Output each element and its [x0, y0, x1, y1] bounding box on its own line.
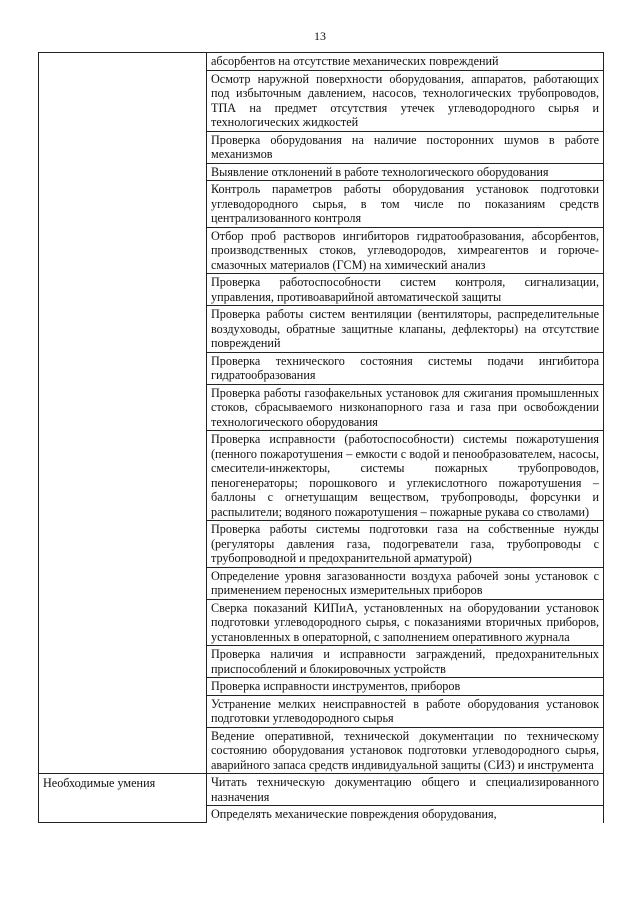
task-description: Устранение мелких неисправностей в работе оборудования установок подготовки углеводородного сырья — [207, 695, 604, 727]
task-description: Сверка показаний КИПиА, установленных на оборудовании установок подготовки углеводородного сырья, с показаниями вторичных приборов, установленных в операторной, с заполнением оперативного журнала — [207, 599, 604, 646]
task-description: Проверка оборудования на наличие посторонних шумов в работе механизмов — [207, 131, 604, 163]
task-description: Отбор проб растворов ингибиторов гидратообразования, абсорбентов, производственных стоков, углеводородов, химреагентов и горюче-смазочных материалов (ГСМ) на химический анализ — [207, 227, 604, 274]
task-description: Контроль параметров работы оборудования установок подготовки углеводородного сырья, в том числе по показаниям средств централизованного контроля — [207, 181, 604, 228]
task-description: Проверка работы системы подготовки газа на собственные нужды (регуляторы давления газа, подогреватели газа, трубопроводы с трубопроводной и предохранительной арматурой) — [207, 521, 604, 568]
task-description: абсорбентов на отсутствие механических повреждений — [207, 53, 604, 71]
page-number: 13 — [314, 29, 326, 43]
table-row — [39, 53, 604, 71]
section-label-cell — [39, 53, 207, 774]
task-description: Проверка работы систем вентиляции (вентиляторы, распределительные воздуховоды, обратные защитные клапаны, дефлекторы) на отсутствие повреждений — [207, 306, 604, 353]
competency-table — [38, 52, 604, 823]
task-description: Осмотр наружной поверхности оборудования, аппаратов, работающих под избыточным давлением, насосов, технологических трубопроводов, ТПА на предмет отсутствия утечек углеводородного сырья и технологических жидкостей — [207, 70, 604, 131]
section-label-cell: Необходимые умения — [39, 774, 207, 823]
task-description: Ведение оперативной, технической документации по техническому состоянию оборудования установок подготовки углеводородного сырья, аварийного запаса средств индивидуальной защиты (СИЗ) и инструмента — [207, 727, 604, 774]
task-description: Определение уровня загазованности воздуха рабочей зоны установок с применением переносных измерительных приборов — [207, 567, 604, 599]
task-description: Проверка исправности (работоспособности) системы пожаротушения (пенного пожаротушения – емкости с водой и пенообразователем, насосы, смесители-инжекторы, системы пожарных трубопроводов, пеногенераторы; порошкового и углекислотного пожаротушения – баллоны с огнетушащим веществом, трубопроводы, форсунки и распылители; водяного пожаротушения – пожарные рукава со стволами) — [207, 431, 604, 521]
task-description: Проверка работоспособности систем контроля, сигнализации, управления, противоаварийной автоматической защиты — [207, 274, 604, 306]
task-description: Выявление отклонений в работе технологического оборудования — [207, 163, 604, 181]
task-description: Читать техническую документацию общего и специализированного назначения — [207, 774, 604, 806]
task-description: Определять механические повреждения оборудования, — [207, 806, 604, 823]
table-row — [39, 774, 604, 806]
task-description: Проверка работы газофакельных установок для сжигания промышленных стоков, сбрасываемого низконапорного газа и газа при освобождении технологического оборудования — [207, 384, 604, 431]
task-description: Проверка исправности инструментов, приборов — [207, 678, 604, 696]
task-description: Проверка наличия и исправности заграждений, предохранительных приспособлений и блокировочных устройств — [207, 646, 604, 678]
table-body — [39, 53, 604, 823]
task-description: Проверка технического состояния системы подачи ингибитора гидратообразования — [207, 352, 604, 384]
